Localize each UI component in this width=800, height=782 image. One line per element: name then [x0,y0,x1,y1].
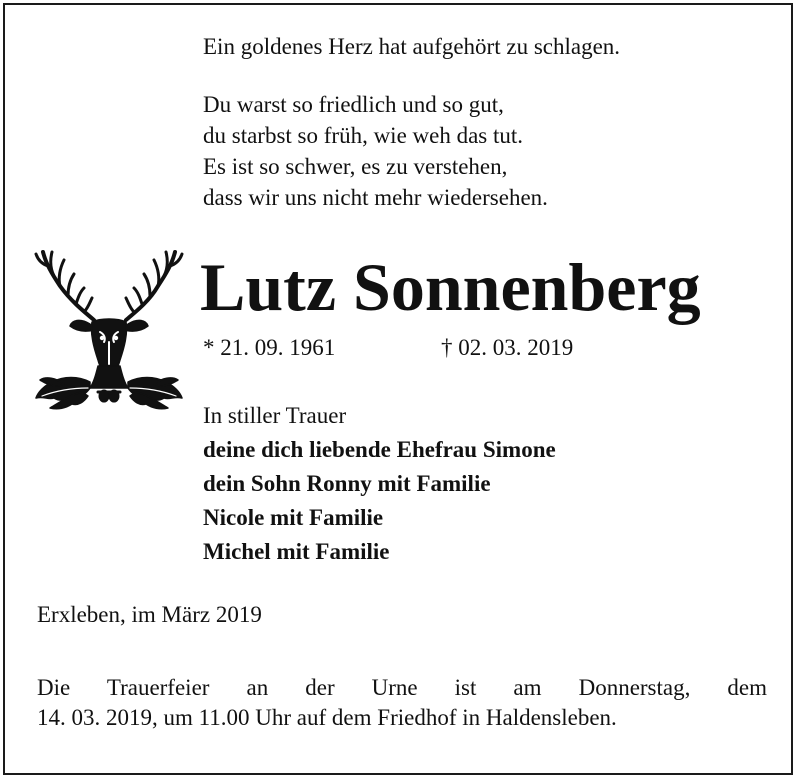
mourning-intro: In stiller Trauer [203,403,347,428]
birth-date: * 21. 09. 1961 [203,335,336,360]
mourner-name: Nicole mit Familie [203,505,384,530]
poem-line: du starbst so früh, wie weh das tut. [203,123,524,148]
mourners [203,399,556,569]
death-date: † 02. 03. 2019 [441,335,574,360]
funeral-notice-line: 14. 03. 2019, um 11.00 Uhr auf dem Friedhof in Haldensleben. [37,705,617,730]
poem-line: Es ist so schwer, es zu verstehen, [203,154,508,179]
mourner-name: deine dich liebende Ehefrau Simone [203,437,556,462]
stag-head-with-oak-leaves-icon [34,242,184,412]
poem [203,31,620,213]
poem-line: Ein goldenes Herz hat aufgehört zu schlagen. [203,34,621,59]
mourner-name: dein Sohn Ronny mit Familie [203,471,491,496]
deceased-name: Lutz Sonnenberg [200,249,701,325]
mourner-name: Michel mit Familie [203,539,390,564]
place-and-date: Erxleben, im März 2019 [37,602,262,627]
poem-line: dass wir uns nicht mehr wiedersehen. [203,185,548,210]
funeral-notice [37,673,767,733]
funeral-notice-line: Die Trauerfeier an der Urne ist am Donnerstag, dem [37,675,767,700]
poem-line: Du warst so friedlich und so gut, [203,92,504,117]
life-dates [203,333,574,363]
